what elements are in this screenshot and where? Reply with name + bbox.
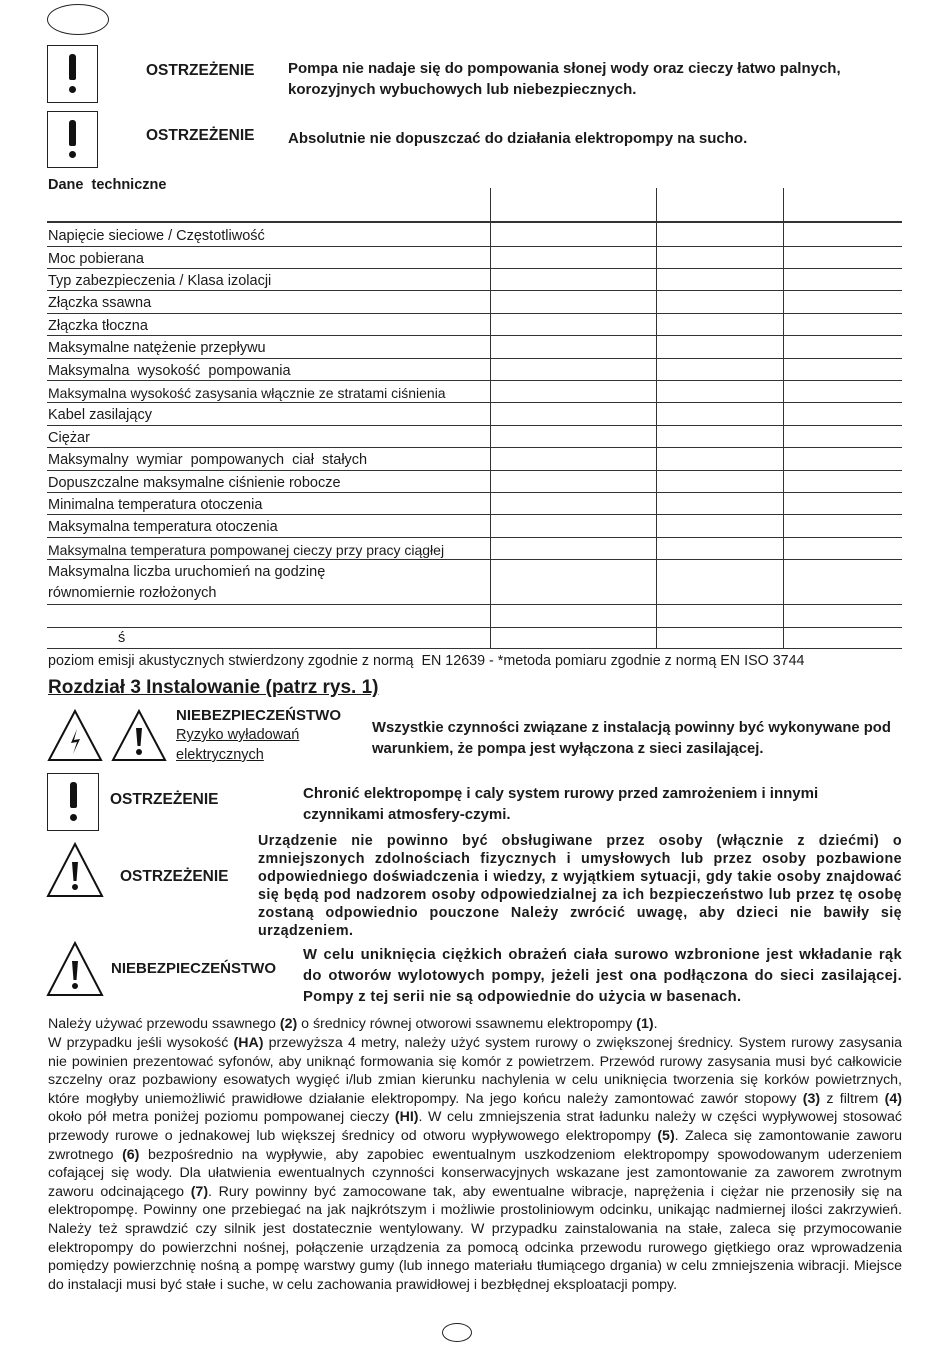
table-row-label: Złączka tłoczna bbox=[48, 318, 148, 334]
part-reference: (4) bbox=[884, 1090, 902, 1107]
danger-text-1: Wszystkie czynności związane z instalacją powinny być wykonywane pod warunkiem, że pompa jest wyłączona z sieci zasilającej. bbox=[372, 720, 891, 757]
warning-icon-2 bbox=[47, 111, 98, 168]
table-row-label: Moc pobierana bbox=[48, 251, 144, 267]
warning-text-1: Pompa nie nadaje się do pompowania słonej wody oraz cieczy łatwo palnych, korozyjnych wybuchowych lub niebezpiecznych. bbox=[288, 60, 841, 98]
warning-icon-1 bbox=[47, 45, 98, 103]
table-footnote: poziom emisji akustycznych stwierdzony zgodnie z normą EN 12639 - *metoda pomiaru zgodnie z normą EN ISO 3744 bbox=[48, 653, 805, 669]
warning-text-4: Urządzenie nie powinno być obsługiwane przez osoby (włącznie z dziećmi) o zmniejszonych zdolnościach fizycznych i umysłowych lub przez osoby pozbawione odpowiedniego doświadczenia i wiedzy, z wyjątkiem sytuacji, gdy takie osoby znajdować się będą pod nadzorem osoby odpowiedzialnej za ich bezpieczeństwo lub przez tę osobę zostaną odpowiednio pouczone Należy zwrócić uwagę, aby dzieci nie bawiły się urządzeniem. bbox=[258, 833, 902, 939]
body-paragraph-2 bbox=[48, 1034, 902, 1294]
part-reference: (HA) bbox=[233, 1035, 264, 1051]
exclamation-icon bbox=[69, 120, 76, 146]
danger-label-2: NIEBEZPIECZEŃSTWO bbox=[111, 960, 277, 977]
table-header-rule bbox=[47, 221, 902, 223]
part-reference: (3) bbox=[802, 1090, 821, 1107]
part-reference: (6) bbox=[122, 1146, 140, 1163]
table-row-label: Maksymalna wysokość pompowania bbox=[48, 363, 291, 379]
table-row-label: Maksymalna wysokość zasysania włącznie ze stratami ciśnienia bbox=[48, 385, 446, 401]
exclamation-icon bbox=[70, 782, 77, 808]
table-col-divider bbox=[783, 188, 784, 648]
part-reference: (5) bbox=[657, 1127, 675, 1144]
warning-label-1: OSTRZEŻENIE bbox=[146, 62, 255, 79]
section-title: Rozdział 3 Instalowanie (patrz rys. 1) bbox=[48, 677, 379, 698]
body-text-segment: z filtrem bbox=[820, 1090, 885, 1107]
table-row-label: Maksymalne natężenie przepływu bbox=[48, 340, 266, 356]
table-row-label: Kabel zasilający bbox=[48, 407, 152, 423]
danger-text-2: W celu uniknięcia ciężkich obrażeń ciała surowo wzbronione jest wkładanie rąk do otworów wylotowych pompy, jeżeli jest ona podłączona do sieci zasilającej. Pompy z tej serii nie są odpowiednie do użycia w basenach. bbox=[303, 947, 902, 1005]
part-reference: (7) bbox=[190, 1183, 209, 1200]
table-row-label: Złączka ssawna bbox=[48, 295, 152, 311]
danger-label-1: NIEBEZPIECZEŃSTWO bbox=[176, 707, 342, 724]
danger-sub-1: Ryzyko wyładowań bbox=[176, 727, 300, 743]
body-text-segment: . Rury powinny być zamocowane tak, aby ewentualne wibracje, naprężenia i ciężar nie przenosiły się na elektropompę. Powinny one przebiegać na jak najkrótszym i możliwie prostoliniowym odcinku, unikając nadmiernej ilości zakrzywień. Należy też sprawdzić czy silnik jest dostatecznie wentylowany. W przypadku zainstalowania na stałe, zaleca się przymocowanie elektropompy do powierzchni nośnej, połączenie urządzenia za pomocą odcinka przewodu rurowego giętkiego oraz wprowadzenia pomiędzy powierzchnię nośną a pompę warstwy gumy (lub innego materiału tłumiącego drgania) w celu zmniejszenia wibracji. Miejsce do instalacji musi być stałe i suche, w celu zachowania prawidłowej i bezbłędnej eksploatacji pompy. bbox=[48, 1183, 902, 1293]
language-badge-bottom bbox=[442, 1323, 472, 1342]
table-col-divider bbox=[490, 188, 491, 648]
table-row-label: Maksymalna liczba uruchomień na godzinę bbox=[48, 564, 326, 580]
exclamation-icon bbox=[69, 54, 76, 80]
warning-label-3: OSTRZEŻENIE bbox=[110, 791, 219, 808]
body-text-segment: około pół metra poniżej poziomu pompowanej cieczy bbox=[48, 1109, 395, 1126]
electric-hazard-icon bbox=[46, 708, 104, 763]
body-text-segment: W przypadku jeśli wysokość bbox=[48, 1035, 234, 1051]
warning-triangle-icon bbox=[45, 841, 105, 899]
body-text-segment: przewyższa 4 metry, należy użyć system rurowy o zwiększonej średnicy. System rurowy zasysania nie powinien prezentować syfonów, aby uniknąć formowania się komór z powietrzem. Przewód rurowy zasysania musi być całkowicie szczelny oraz pozbawiony esowatych wygięć i/lub zmian kierunku nachylenia w celu uniknięcia tworzenia się korków powietrznych, które mogłyby uniemożliwić prawidłowe działanie elektropompy. Na jego końcu należy zamontować zawór stopowy bbox=[48, 1035, 902, 1107]
table-row-label: Typ zabezpieczenia / Klasa izolacji bbox=[48, 273, 272, 289]
part-reference: (HI) bbox=[394, 1109, 419, 1126]
body-paragraph-1: Należy używać przewodu ssawnego (2) o średnicy równej otworowi ssawnemu elektropompy (1). bbox=[48, 1016, 658, 1032]
body-text-segment: . Zaleca się zamontowanie zaworu zwrotnego bbox=[48, 1127, 902, 1163]
warning-triangle-icon bbox=[110, 708, 168, 763]
table-row-label: Ciężar bbox=[48, 430, 90, 446]
table-row-label: Maksymalna temperatura otoczenia bbox=[48, 519, 278, 535]
warning-text-2: Absolutnie nie dopuszczać do działania elektropompy na sucho. bbox=[288, 130, 748, 147]
warning-triangle-icon bbox=[45, 940, 105, 998]
warning-text-3: Chronić elektropompę i caly system rurowy przed zamrożeniem i innymi czynnikami atmosfery-czymi. bbox=[303, 785, 819, 823]
table-row-label: Maksymalny wymiar pompowanych ciał stałych bbox=[48, 452, 368, 468]
table-row-label: Maksymalna temperatura pompowanej cieczy przy pracy ciągłej bbox=[48, 542, 445, 558]
warning-label-2: OSTRZEŻENIE bbox=[146, 127, 255, 144]
warning-label-4: OSTRZEŻENIE bbox=[120, 868, 229, 885]
table-row-label: Minimalna temperatura otoczenia bbox=[48, 497, 263, 513]
table-row-label: Napięcie sieciowe / Częstotliwość bbox=[48, 228, 265, 244]
table-col-divider bbox=[656, 188, 657, 648]
danger-sub-2: elektrycznych bbox=[176, 747, 264, 763]
table-row-label: równomiernie rozłożonych bbox=[48, 585, 217, 601]
warning-icon-3 bbox=[47, 773, 99, 831]
table-row-label: ś bbox=[118, 630, 126, 646]
table-row-label: Dopuszczalne maksymalne ciśnienie robocze bbox=[48, 475, 341, 491]
body-text-segment: bezpośrednio na wypływie, aby zapobiec ewentualnym uszkodzeniom elektropompy spowodowanym uderzeniem cofającej się wody. Dla ułatwienia ewentualnych czynności konserwacyjnych wskazane jest zamontowanie za zaworem zwrotnym zaworu odcinającego bbox=[48, 1146, 902, 1200]
tech-data-heading: Dane techniczne bbox=[48, 177, 167, 193]
body-text-segment: . W celu zmniejszenia strat ładunku należy w części wypływowej stosować przewody rurowe o jednakowej lub większej średnicy od otworu wypływowego elektropompy bbox=[48, 1109, 902, 1144]
language-badge-top bbox=[47, 4, 109, 35]
